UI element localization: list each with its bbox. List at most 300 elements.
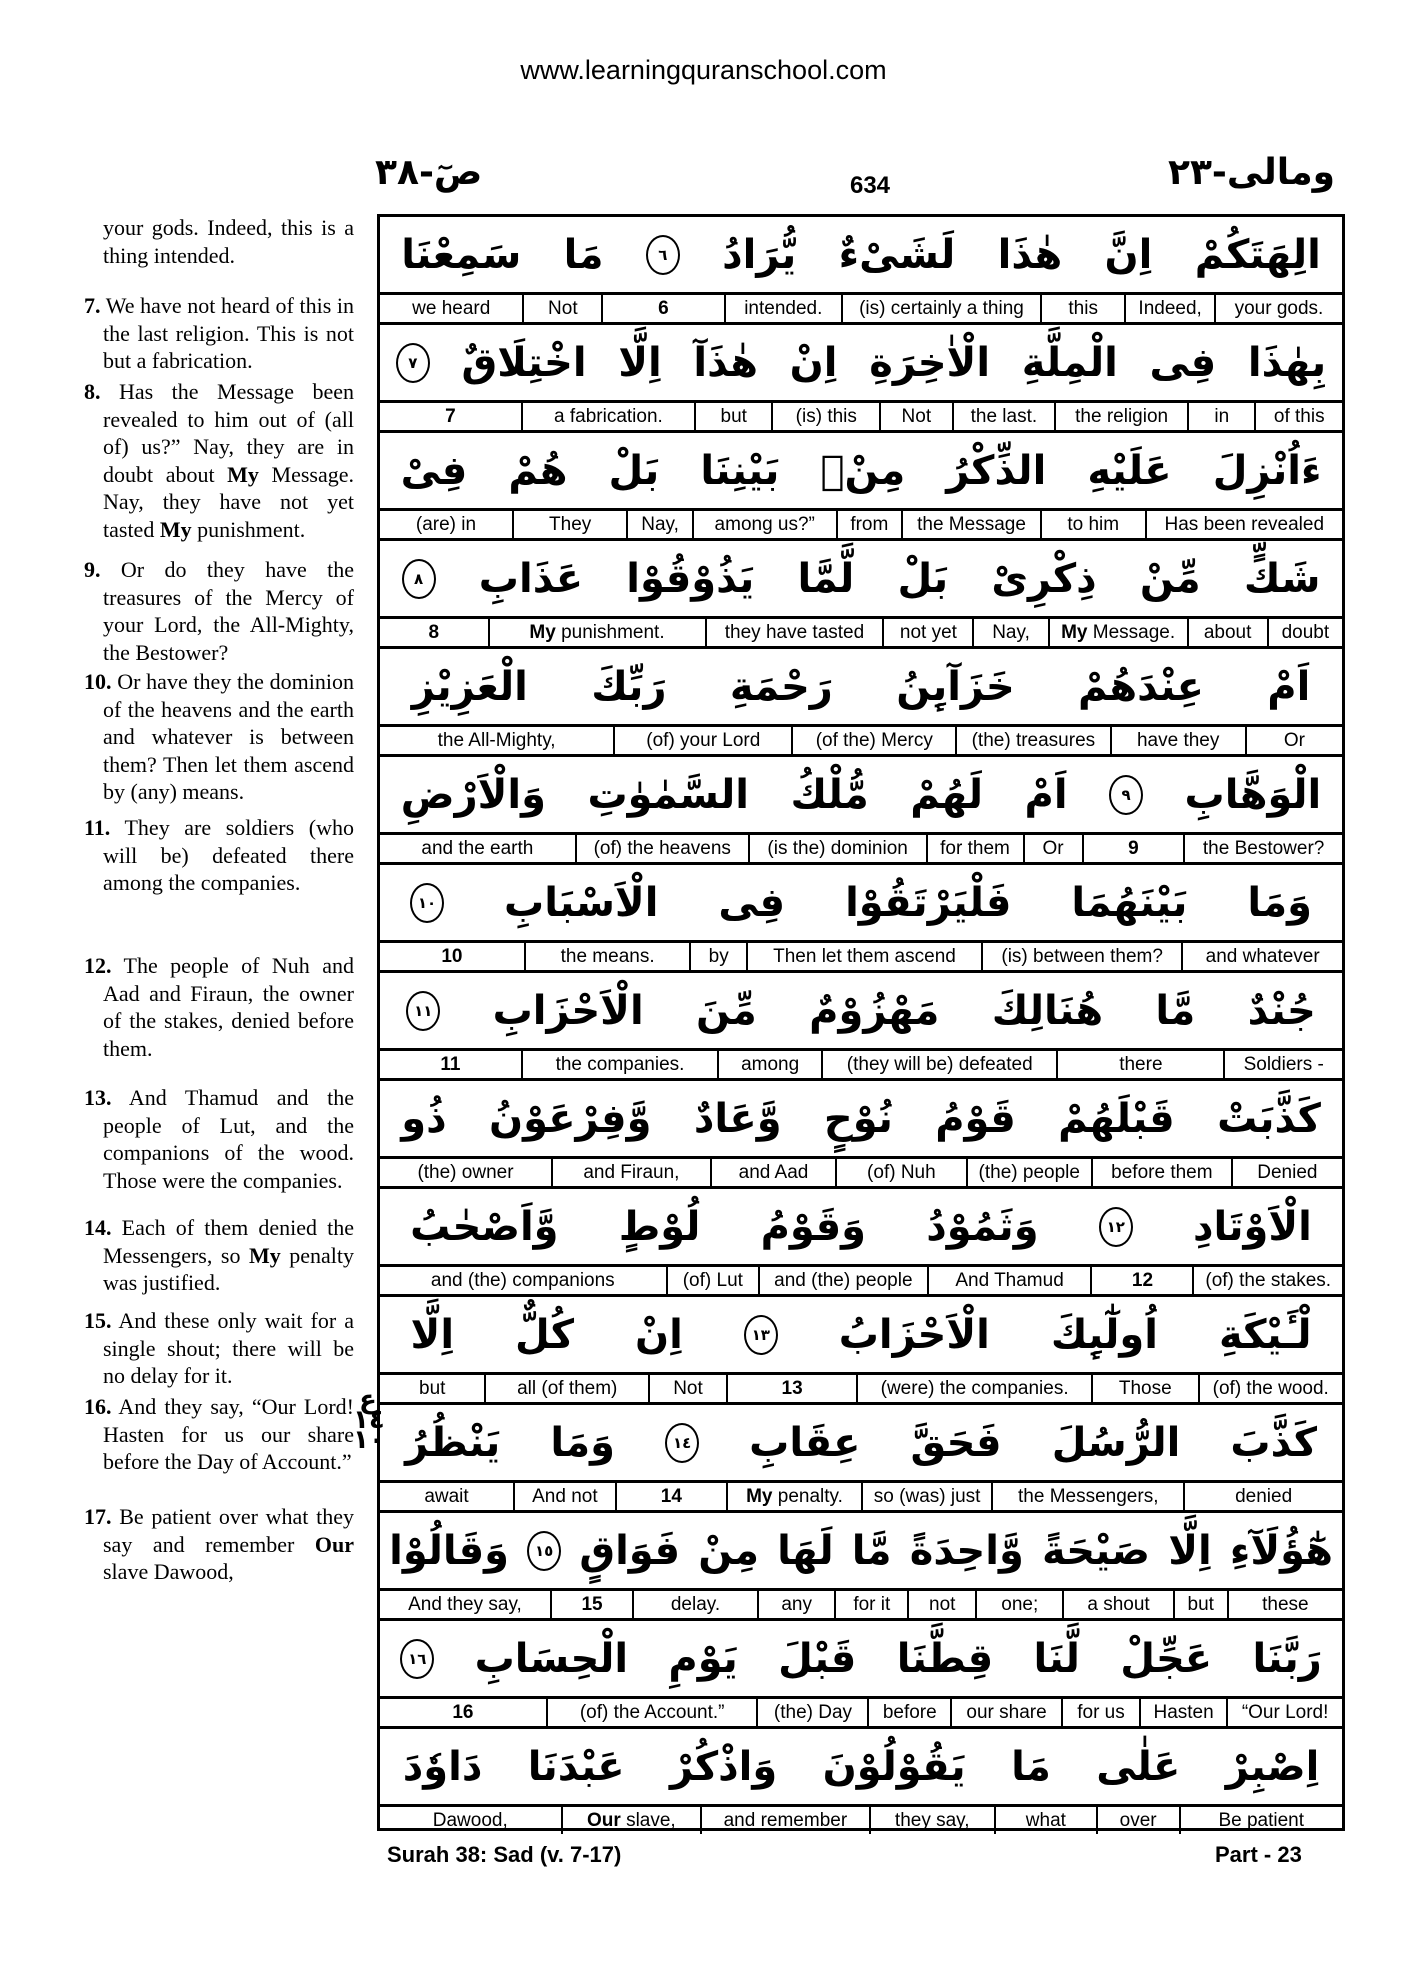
arabic-word: وَالْاَرْضِ — [400, 771, 546, 818]
arabic-verse-line — [380, 1513, 1342, 1588]
arabic-word: فَوَاقٍ — [579, 1527, 681, 1574]
surah-label-arabic: صٓ-٣٨ — [375, 152, 483, 193]
gloss-cell: but — [1173, 1591, 1227, 1618]
arabic-word: قِطَّنَا — [896, 1635, 994, 1682]
english-gloss-line — [380, 940, 1342, 973]
gloss-cell: (of) Lut — [666, 1267, 758, 1294]
gloss-cell: from — [836, 511, 902, 538]
arabic-word: لَهُمْ — [910, 771, 984, 818]
arabic-word: رَبَّنَا — [1252, 1635, 1322, 1682]
arabic-word: كُلٌّ — [515, 1311, 574, 1358]
translation-text — [84, 1307, 354, 1390]
arabic-word: الْعَزِیْزِ — [411, 663, 528, 710]
translation-fragment: We have not heard of this in the last religion. This is not but a fabrication. — [100, 293, 354, 373]
arabic-word: یَقُوْلُوْنَ — [822, 1743, 966, 1790]
arabic-word: اِنْ — [634, 1311, 683, 1358]
gloss-cell: doubt — [1267, 619, 1342, 646]
english-gloss-line — [380, 1264, 1342, 1297]
gloss-cell: and Firaun, — [551, 1159, 710, 1186]
gloss-cell: what — [994, 1807, 1096, 1834]
gloss-cell: before them — [1091, 1159, 1231, 1186]
arabic-word: قَبْلَ — [778, 1635, 857, 1682]
arabic-verse-line — [380, 649, 1342, 724]
arabic-word: الْاَحْزَابُ — [838, 1311, 990, 1358]
verse-number: 8. — [84, 379, 101, 404]
arabic-word: ءَاُنْزِلَ — [1212, 447, 1322, 494]
arabic-word: مَّا — [851, 1527, 892, 1574]
gloss-cell: before — [867, 1699, 950, 1726]
emphasis-word: Our — [587, 1810, 621, 1831]
translation-fragment: Has the Message been revealed to him out of (all of) us?” Nay, they are in doubt about — [100, 379, 354, 487]
gloss-cell: (of) the wood. — [1198, 1375, 1343, 1402]
gloss-cell: Or — [1245, 727, 1342, 754]
arabic-word: بَیْنِنَا — [700, 447, 780, 494]
gloss-cell: Nay, — [626, 511, 692, 538]
arabic-word: دَاوٗدَ — [402, 1743, 483, 1790]
gloss-verse-number: 16 — [452, 1702, 474, 1723]
footer-part: Part - 23 — [1215, 1842, 1302, 1867]
translation-verse — [84, 556, 354, 666]
translation-fragment: And Thamud and the people of Lut, and the companions of the wood. Those were the companies. — [103, 1085, 354, 1193]
arabic-word: اِصْبِرْ — [1225, 1743, 1320, 1790]
translation-fragment: And these only wait for a single shout; there will be no delay for it. — [103, 1308, 354, 1388]
english-gloss-line — [380, 1048, 1342, 1081]
arabic-word: عِقَابِ — [749, 1419, 861, 1466]
gloss-cell: the All-Mighty, — [437, 730, 556, 751]
gloss-cell: over — [1096, 1807, 1179, 1834]
arabic-word: مِّنَ — [696, 987, 757, 1034]
translation-fragment: punishment. — [191, 516, 306, 542]
gloss-cell: by — [689, 943, 746, 970]
gloss-verse-number: 14 — [615, 1483, 726, 1510]
ayah-end-marker: ١١ — [406, 991, 440, 1031]
gloss-cell: Dawood, — [432, 1810, 508, 1831]
translation-fragment: Message. Nay, they have not yet tasted — [103, 461, 354, 542]
translation-text — [84, 952, 354, 1062]
translation-verse — [84, 952, 354, 1062]
gloss-cell: Those — [1091, 1375, 1198, 1402]
gloss-cell: (is) certainly a thing — [841, 295, 1040, 322]
ayah-end-marker: ١٢ — [1099, 1207, 1133, 1247]
translation-text — [84, 1393, 354, 1476]
emphasis-word: My — [248, 1242, 281, 1268]
english-gloss-line — [380, 1480, 1342, 1513]
verse-number: 17. — [84, 1504, 112, 1529]
translation-fragment: They are soldiers (who will be) defeated there among the companies. — [103, 815, 354, 895]
translation-fragment: Be patient over what they say and remember — [103, 1504, 354, 1557]
gloss-cell: our share — [950, 1699, 1061, 1726]
gloss-cell: (the) people — [966, 1159, 1092, 1186]
arabic-word: صَیْحَةً — [1041, 1527, 1151, 1574]
arabic-word: وَمَا — [550, 1419, 616, 1466]
word-by-word-grid — [377, 214, 1345, 1831]
gloss-cell: Be patient — [1179, 1807, 1343, 1834]
gloss-cell: of this — [1254, 403, 1342, 430]
gloss-cell: Our slave, — [561, 1807, 701, 1834]
ayah-end-marker: ٩ — [1109, 775, 1143, 815]
arabic-verse-line — [380, 217, 1342, 292]
arabic-word: اِنْ — [789, 339, 838, 386]
gloss-cell: have they — [1110, 727, 1245, 754]
translation-text — [84, 556, 354, 666]
arabic-word: اخْتِلَاقٌ — [461, 339, 587, 386]
emphasis-word: My — [227, 461, 259, 487]
gloss-cell: any — [757, 1591, 835, 1618]
gloss-cell: the Messengers, — [991, 1483, 1183, 1510]
translation-verse — [84, 292, 354, 375]
arabic-word: نُوْحٍ — [823, 1095, 893, 1142]
gloss-cell: (of the) Mercy — [791, 727, 955, 754]
ayah-end-marker: ٧ — [396, 343, 430, 383]
arabic-word: وَّاَصْحٰبُ — [410, 1203, 559, 1250]
gloss-cell: to him — [1040, 511, 1145, 538]
arabic-verse-line — [380, 1297, 1342, 1372]
arabic-word: الذِّكْرُ — [946, 447, 1047, 494]
arabic-verse-line — [380, 973, 1342, 1048]
arabic-word: هٰٓؤُلَآءِ — [1229, 1527, 1333, 1574]
translation-verse — [84, 1393, 354, 1476]
arabic-word: الْاَوْتَادِ — [1192, 1203, 1312, 1250]
translation-text — [84, 668, 354, 806]
verse-number: 15. — [84, 1308, 112, 1333]
arabic-word: وَثَمُوْدُ — [926, 1203, 1039, 1250]
gloss-cell: Denied — [1231, 1159, 1342, 1186]
gloss-cell: delay. — [632, 1591, 757, 1618]
gloss-cell: Indeed, — [1124, 295, 1214, 322]
arabic-word: لَشَیْءٌ — [838, 231, 956, 278]
translation-text — [84, 292, 354, 375]
verse-number: 13. — [84, 1085, 112, 1110]
arabic-word: السَّمٰوٰتِ — [587, 771, 749, 818]
ayah-end-marker: ٦ — [646, 235, 680, 275]
gloss-cell: and (the) people — [758, 1267, 927, 1294]
gloss-cell: (are) in — [415, 514, 477, 535]
arabic-word: هُنَالِكَ — [991, 987, 1104, 1034]
emphasis-word: My — [1061, 622, 1088, 643]
arabic-word: اُولٰٓىِٕكَ — [1050, 1311, 1158, 1358]
ayah-end-marker: ١٤ — [665, 1423, 699, 1463]
arabic-word: لَّمَّا — [797, 555, 855, 602]
translation-text — [84, 1214, 354, 1297]
arabic-word: مِنْۢ — [820, 447, 906, 494]
gloss-cell: the means. — [524, 943, 690, 970]
arabic-word: شَكٍّ — [1243, 555, 1321, 602]
gloss-cell: (the) treasures — [955, 727, 1109, 754]
arabic-word: بَلْ — [608, 447, 660, 494]
emphasis-word: My — [159, 516, 192, 542]
arabic-word: بَیْنَهُمَا — [1071, 879, 1188, 926]
arabic-word: مَا — [563, 231, 604, 278]
gloss-verse-number: 15 — [550, 1591, 632, 1618]
arabic-verse-line — [380, 541, 1342, 616]
gloss-cell: for us — [1061, 1699, 1139, 1726]
gloss-cell: one; — [975, 1591, 1062, 1618]
arabic-word: اِنَّ — [1104, 231, 1153, 278]
translation-text — [84, 1084, 354, 1194]
gloss-verse-number: 9 — [1082, 835, 1184, 862]
arabic-word: وَّعَادٌ — [693, 1095, 782, 1142]
arabic-word: وَّاحِدَةً — [909, 1527, 1024, 1574]
gloss-cell: among — [717, 1051, 821, 1078]
verse-number: 7. — [84, 293, 101, 318]
arabic-word: مَا — [1011, 1743, 1051, 1790]
translation-verse — [84, 1084, 354, 1194]
juz-label-arabic: ومالى-٢٣ — [1167, 152, 1335, 193]
gloss-cell: (of) your Lord — [613, 727, 791, 754]
arabic-word: كَذَّبَتْ — [1217, 1095, 1321, 1142]
gloss-cell: intended. — [724, 295, 841, 322]
arabic-word: الِهَتَكُمْ — [1194, 231, 1321, 278]
arabic-word: یَذُوْقُوْا — [626, 555, 755, 602]
arabic-word: هٰذَا — [997, 231, 1063, 278]
arabic-word: مِّنْ — [1139, 555, 1201, 602]
arabic-word: وَقَالُوْا — [389, 1527, 509, 1574]
gloss-cell: (of) Nuh — [835, 1159, 965, 1186]
arabic-word: لَّنَا — [1033, 1635, 1080, 1682]
translation-verse — [84, 668, 354, 806]
ruku-marker: ع ١٤ ١٠ — [353, 1385, 385, 1455]
gloss-cell: there — [1056, 1051, 1223, 1078]
english-gloss-line — [380, 616, 1342, 649]
gloss-cell: and Aad — [710, 1159, 836, 1186]
arabic-word: الْاَسْبَابِ — [504, 879, 659, 926]
english-gloss-line — [380, 832, 1342, 865]
gloss-cell: a shout — [1062, 1591, 1173, 1618]
gloss-verse-number: 10 — [441, 946, 463, 967]
translation-verse — [84, 814, 354, 897]
gloss-verse-number: 12 — [1090, 1267, 1192, 1294]
gloss-cell: await — [424, 1486, 469, 1507]
english-gloss-line — [380, 1588, 1342, 1621]
gloss-cell: and the earth — [421, 838, 534, 859]
arabic-word: عَبْدَنَا — [527, 1743, 625, 1790]
gloss-cell: (the) owner — [417, 1162, 514, 1183]
gloss-cell: but — [419, 1378, 446, 1399]
emphasis-word: Our — [314, 1531, 354, 1557]
gloss-cell: but — [694, 403, 771, 430]
arabic-word: الْحِسَابِ — [474, 1635, 629, 1682]
site-url: www.learningquranschool.com — [520, 55, 887, 85]
arabic-word: لَهَا — [777, 1527, 834, 1574]
arabic-verse-line — [380, 433, 1342, 508]
verse-number: 11. — [84, 815, 111, 840]
gloss-cell: about — [1187, 619, 1267, 646]
arabic-word: یَنْظُرُ — [405, 1419, 501, 1466]
gloss-cell: your gods. — [1214, 295, 1342, 322]
gloss-cell: denied — [1183, 1483, 1342, 1510]
arabic-word: خَزَآىِٕنُ — [896, 663, 1015, 710]
english-gloss-line — [380, 292, 1342, 325]
arabic-word: وَمَا — [1247, 879, 1312, 926]
footer-surah-info: Surah 38: Sad (v. 7-17) — [387, 1842, 622, 1867]
gloss-cell: the companies. — [521, 1051, 717, 1078]
arabic-word: عَذَابِ — [478, 555, 584, 602]
translation-verse — [84, 1214, 354, 1297]
gloss-cell: My penalty. — [726, 1483, 861, 1510]
gloss-cell: these — [1227, 1591, 1342, 1618]
arabic-word: لُوْطٍ — [618, 1203, 701, 1250]
arabic-word: قَبْلَهُمْ — [1058, 1095, 1175, 1142]
gloss-cell: so (was) just — [861, 1483, 991, 1510]
gloss-cell: They — [512, 511, 626, 538]
arabic-word: اِلَّا — [618, 339, 662, 386]
gloss-verse-number: 6 — [601, 295, 724, 322]
arabic-word: عَلَیْهِ — [1087, 447, 1172, 494]
arabic-word: الْاَحْزَابِ — [492, 987, 644, 1034]
arabic-word: ذُو — [401, 1095, 447, 1142]
gloss-cell: the Bestower? — [1183, 835, 1342, 862]
english-gloss-line — [380, 400, 1342, 433]
arabic-word: الْمِلَّةِ — [1021, 339, 1118, 386]
arabic-verse-line — [380, 1189, 1342, 1264]
arabic-verse-line — [380, 325, 1342, 400]
arabic-word: فِی — [1149, 339, 1217, 386]
arabic-word: وَّفِرْعَوْنُ — [489, 1095, 652, 1142]
arabic-word: یَوْمِ — [668, 1635, 738, 1682]
gloss-cell: among us?” — [692, 511, 836, 538]
arabic-verse-line — [380, 1729, 1342, 1804]
gloss-cell: in — [1187, 403, 1254, 430]
arabic-word: الرُّسُلَ — [1051, 1419, 1181, 1466]
emphasis-word: My — [746, 1486, 773, 1507]
arabic-word: عِنْدَهُمْ — [1078, 663, 1204, 710]
verse-number: 14. — [84, 1215, 112, 1240]
translation-verse — [84, 1503, 354, 1586]
verse-number: 9. — [84, 557, 101, 582]
gloss-cell: (they will be) defeated — [821, 1051, 1056, 1078]
gloss-verse-number: 11 — [440, 1054, 461, 1075]
gloss-cell: this — [1040, 295, 1124, 322]
arabic-word: فَحَقَّ — [910, 1419, 1002, 1466]
arabic-word: اِلَّا — [1168, 1527, 1212, 1574]
gloss-cell: the last. — [952, 403, 1055, 430]
gloss-cell: Not — [879, 403, 951, 430]
gloss-cell: the Message — [901, 511, 1040, 538]
gloss-cell: all (of them) — [484, 1375, 648, 1402]
english-gloss-line — [380, 1156, 1342, 1189]
gloss-cell: My Message. — [1048, 619, 1187, 646]
translation-fragment: Each of them denied the Messengers, so — [103, 1215, 354, 1268]
arabic-word: رَبِّكَ — [591, 663, 667, 710]
english-gloss-line — [380, 1804, 1342, 1834]
arabic-word: اَمْ — [1024, 771, 1068, 818]
verse-number: 12. — [84, 953, 112, 978]
gloss-cell: And not — [513, 1483, 615, 1510]
gloss-verse-number: 13 — [726, 1375, 856, 1402]
arabic-word: الْوَهَّابِ — [1184, 771, 1322, 818]
gloss-cell: (of) the heavens — [575, 835, 748, 862]
gloss-cell: a fabrication. — [521, 403, 694, 430]
gloss-cell: and (the) companions — [430, 1270, 615, 1291]
translation-verse — [84, 214, 354, 269]
ayah-end-marker: ١٦ — [400, 1639, 434, 1679]
gloss-cell: And Thamud — [927, 1267, 1091, 1294]
arabic-word: مِنْ — [698, 1527, 759, 1574]
gloss-cell: “Our Lord! — [1226, 1699, 1342, 1726]
arabic-word: بِهٰذَا — [1247, 339, 1327, 386]
arabic-verse-line — [380, 865, 1342, 940]
arabic-word: اَمْ — [1267, 663, 1311, 710]
english-gloss-line — [380, 1696, 1342, 1729]
english-gloss-line — [380, 724, 1342, 757]
translation-fragment: And they say, “Our Lord! Hasten for us our share before the Day of Account.” — [103, 1394, 354, 1474]
gloss-cell: Not — [522, 295, 601, 322]
arabic-word: قَوْمُ — [935, 1095, 1016, 1142]
ayah-end-marker: ١٣ — [744, 1315, 778, 1355]
arabic-word: اِلَّا — [410, 1311, 455, 1358]
translation-verse — [84, 378, 354, 543]
gloss-cell: Has been revealed — [1145, 511, 1342, 538]
gloss-cell: for them — [926, 835, 1023, 862]
translation-text — [84, 1503, 354, 1586]
translation-fragment: slave Dawood, — [103, 1559, 234, 1584]
gloss-cell: (is) between them? — [981, 943, 1181, 970]
verse-number: 10. — [84, 669, 112, 694]
gloss-cell: (of) the stakes. — [1192, 1267, 1342, 1294]
gloss-cell: and whatever — [1181, 943, 1342, 970]
gloss-verse-number: 7 — [445, 406, 456, 427]
translation-fragment: Or do they have the treasures of the Mercy of your Lord, the All-Mighty, the Bestower? — [100, 557, 354, 665]
arabic-word: فَلْیَرْتَقُوْا — [845, 879, 1012, 926]
translation-text — [84, 814, 354, 897]
arabic-verse-line — [380, 1621, 1342, 1696]
arabic-word: ذِكْرِیْ — [991, 555, 1097, 602]
gloss-cell: (were) the companies. — [856, 1375, 1091, 1402]
arabic-word: كَذَّبَ — [1230, 1419, 1317, 1466]
arabic-word: سَمِعْنَا — [401, 231, 522, 278]
translation-fragment: penalty was justified. — [103, 1242, 354, 1295]
ayah-end-marker: ١٥ — [527, 1531, 561, 1571]
gloss-cell: we heard — [412, 298, 491, 319]
emphasis-word: My — [529, 622, 556, 643]
english-gloss-line — [380, 508, 1342, 541]
arabic-word: وَاذْكُرْ — [669, 1743, 778, 1790]
gloss-cell: (the) Day — [756, 1699, 867, 1726]
arabic-word: عَلٰی — [1096, 1743, 1181, 1790]
gloss-cell: (of) the Account.” — [546, 1699, 757, 1726]
arabic-word: بَلْ — [897, 555, 949, 602]
translation-fragment: Or have they the dominion of the heavens and the earth and whatever is between them? Then let them ascend by (any) means. — [103, 669, 354, 804]
arabic-verse-line — [380, 1081, 1342, 1156]
gloss-cell: Then let them ascend — [746, 943, 981, 970]
translation-fragment: your gods. Indeed, this is a thing intended. — [103, 215, 354, 268]
gloss-cell: they say, — [869, 1807, 995, 1834]
gloss-cell: they have tasted — [705, 619, 883, 646]
translation-verse — [84, 1307, 354, 1390]
arabic-word: هُمْ — [508, 447, 568, 494]
arabic-word: مُّلْكُ — [790, 771, 869, 818]
ayah-end-marker: ٨ — [402, 559, 436, 599]
ayah-end-marker: ١٠ — [410, 883, 444, 923]
arabic-word: مَهْزُوْمٌ — [809, 987, 940, 1034]
translation-fragment: The people of Nuh and Aad and Firaun, the owner of the stakes, denied before them. — [103, 953, 354, 1061]
gloss-cell: for it — [834, 1591, 907, 1618]
gloss-cell: and remember — [700, 1807, 868, 1834]
gloss-cell: Or — [1023, 835, 1082, 862]
gloss-cell: (is) this — [771, 403, 879, 430]
arabic-word: فِیْ — [400, 447, 468, 494]
arabic-word: فِی — [718, 879, 786, 926]
page-number: 634 — [849, 172, 891, 199]
gloss-verse-number: 8 — [428, 622, 440, 643]
translation-text — [84, 214, 354, 269]
gloss-cell: Nay, — [972, 619, 1047, 646]
verse-number: 16. — [84, 1394, 112, 1419]
gloss-cell: Not — [648, 1375, 726, 1402]
gloss-cell: (is the) dominion — [748, 835, 926, 862]
arabic-word: هٰذَآ — [693, 339, 758, 386]
arabic-verse-line — [380, 757, 1342, 832]
